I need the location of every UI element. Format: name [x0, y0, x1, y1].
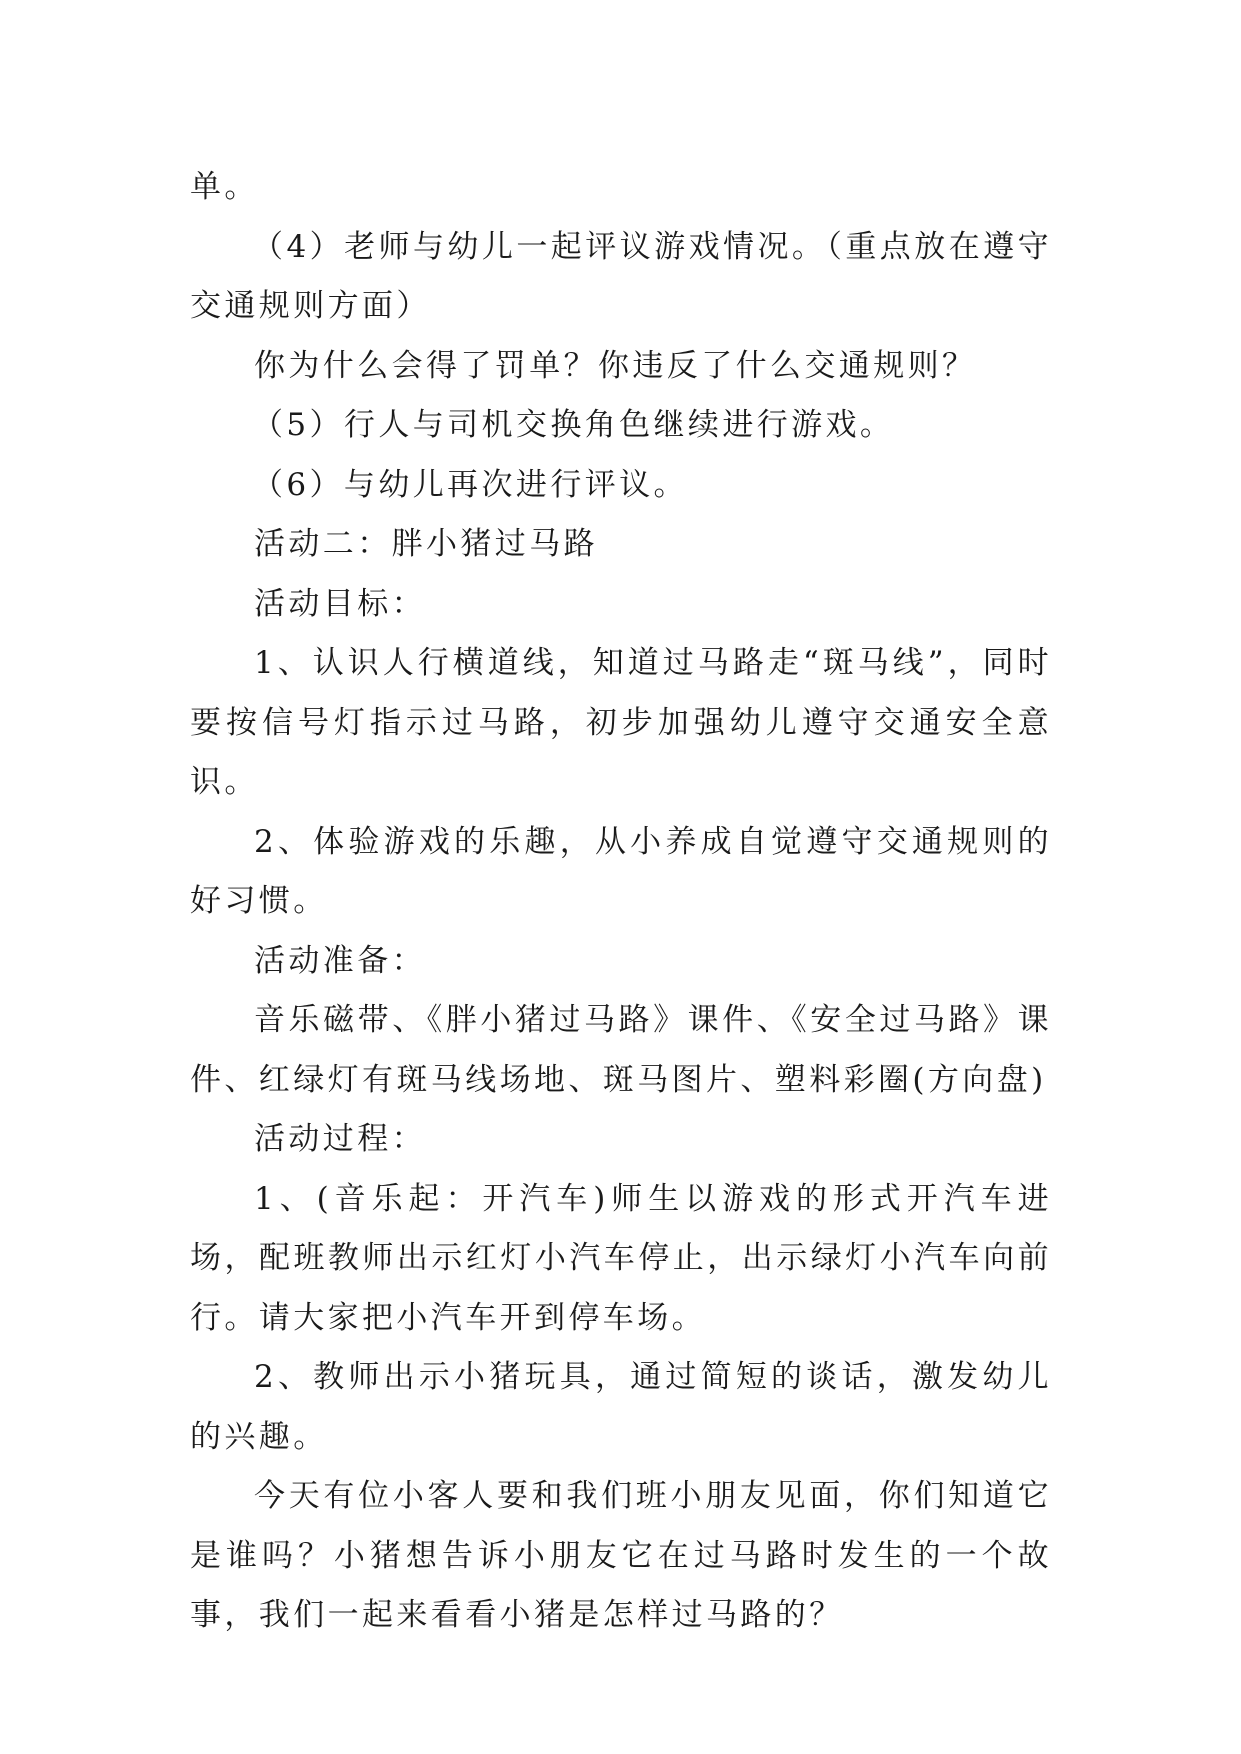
paragraph-materials: 音乐磁带、《胖小猪过马路》课件、《安全过马路》课件、红绿灯有斑马线场地、斑马图片、塑料彩圈(方向盘) — [190, 1002, 1052, 1098]
paragraph-story-intro: 今天有位小客人要和我们班小朋友见面，你们知道它是谁吗？小猪想告诉小朋友它在过马路时发生的一个故事，我们一起来看看小猪是怎样过马路的？ — [190, 1478, 1052, 1633]
paragraph-step-6: （6）与幼儿再次进行评议。 — [252, 466, 688, 503]
paragraph-goal-1: 1、认识人行横道线，知道过马路走“斑马线”，同时要按信号灯指示过马路，初步加强幼儿遵守交通安全意识。 — [190, 645, 1052, 800]
section-heading-process: 活动过程： — [254, 1121, 426, 1157]
paragraph-continuation: 单。 — [190, 169, 259, 205]
paragraph-process-1: 1、(音乐起：开汽车)师生以游戏的形式开汽车进场，配班教师出示红灯小汽车停止，出示绿灯小汽车向前行。请大家把小汽车开到停车场。 — [190, 1180, 1052, 1336]
section-heading-goals: 活动目标： — [254, 585, 426, 622]
paragraph-goal-2: 2、体验游戏的乐趣，从小养成自觉遵守交通规则的好习惯。 — [190, 823, 1052, 919]
section-heading-activity-two: 活动二：胖小猪过马路 — [254, 526, 598, 562]
paragraph-question: 你为什么会得了罚单？你违反了什么交通规则？ — [254, 347, 977, 384]
paragraph-process-2: 2、教师出示小猪玩具，通过简短的谈话，激发幼儿的兴趣。 — [190, 1359, 1052, 1455]
section-heading-preparation: 活动准备： — [254, 942, 426, 979]
document-body — [190, 158, 1052, 1646]
paragraph-step-5: （5）行人与司机交换角色继续进行游戏。 — [252, 407, 895, 443]
paragraph-step-4: （4）老师与幼儿一起评议游戏情况。（重点放在遵守交通规则方面） — [190, 228, 1052, 324]
